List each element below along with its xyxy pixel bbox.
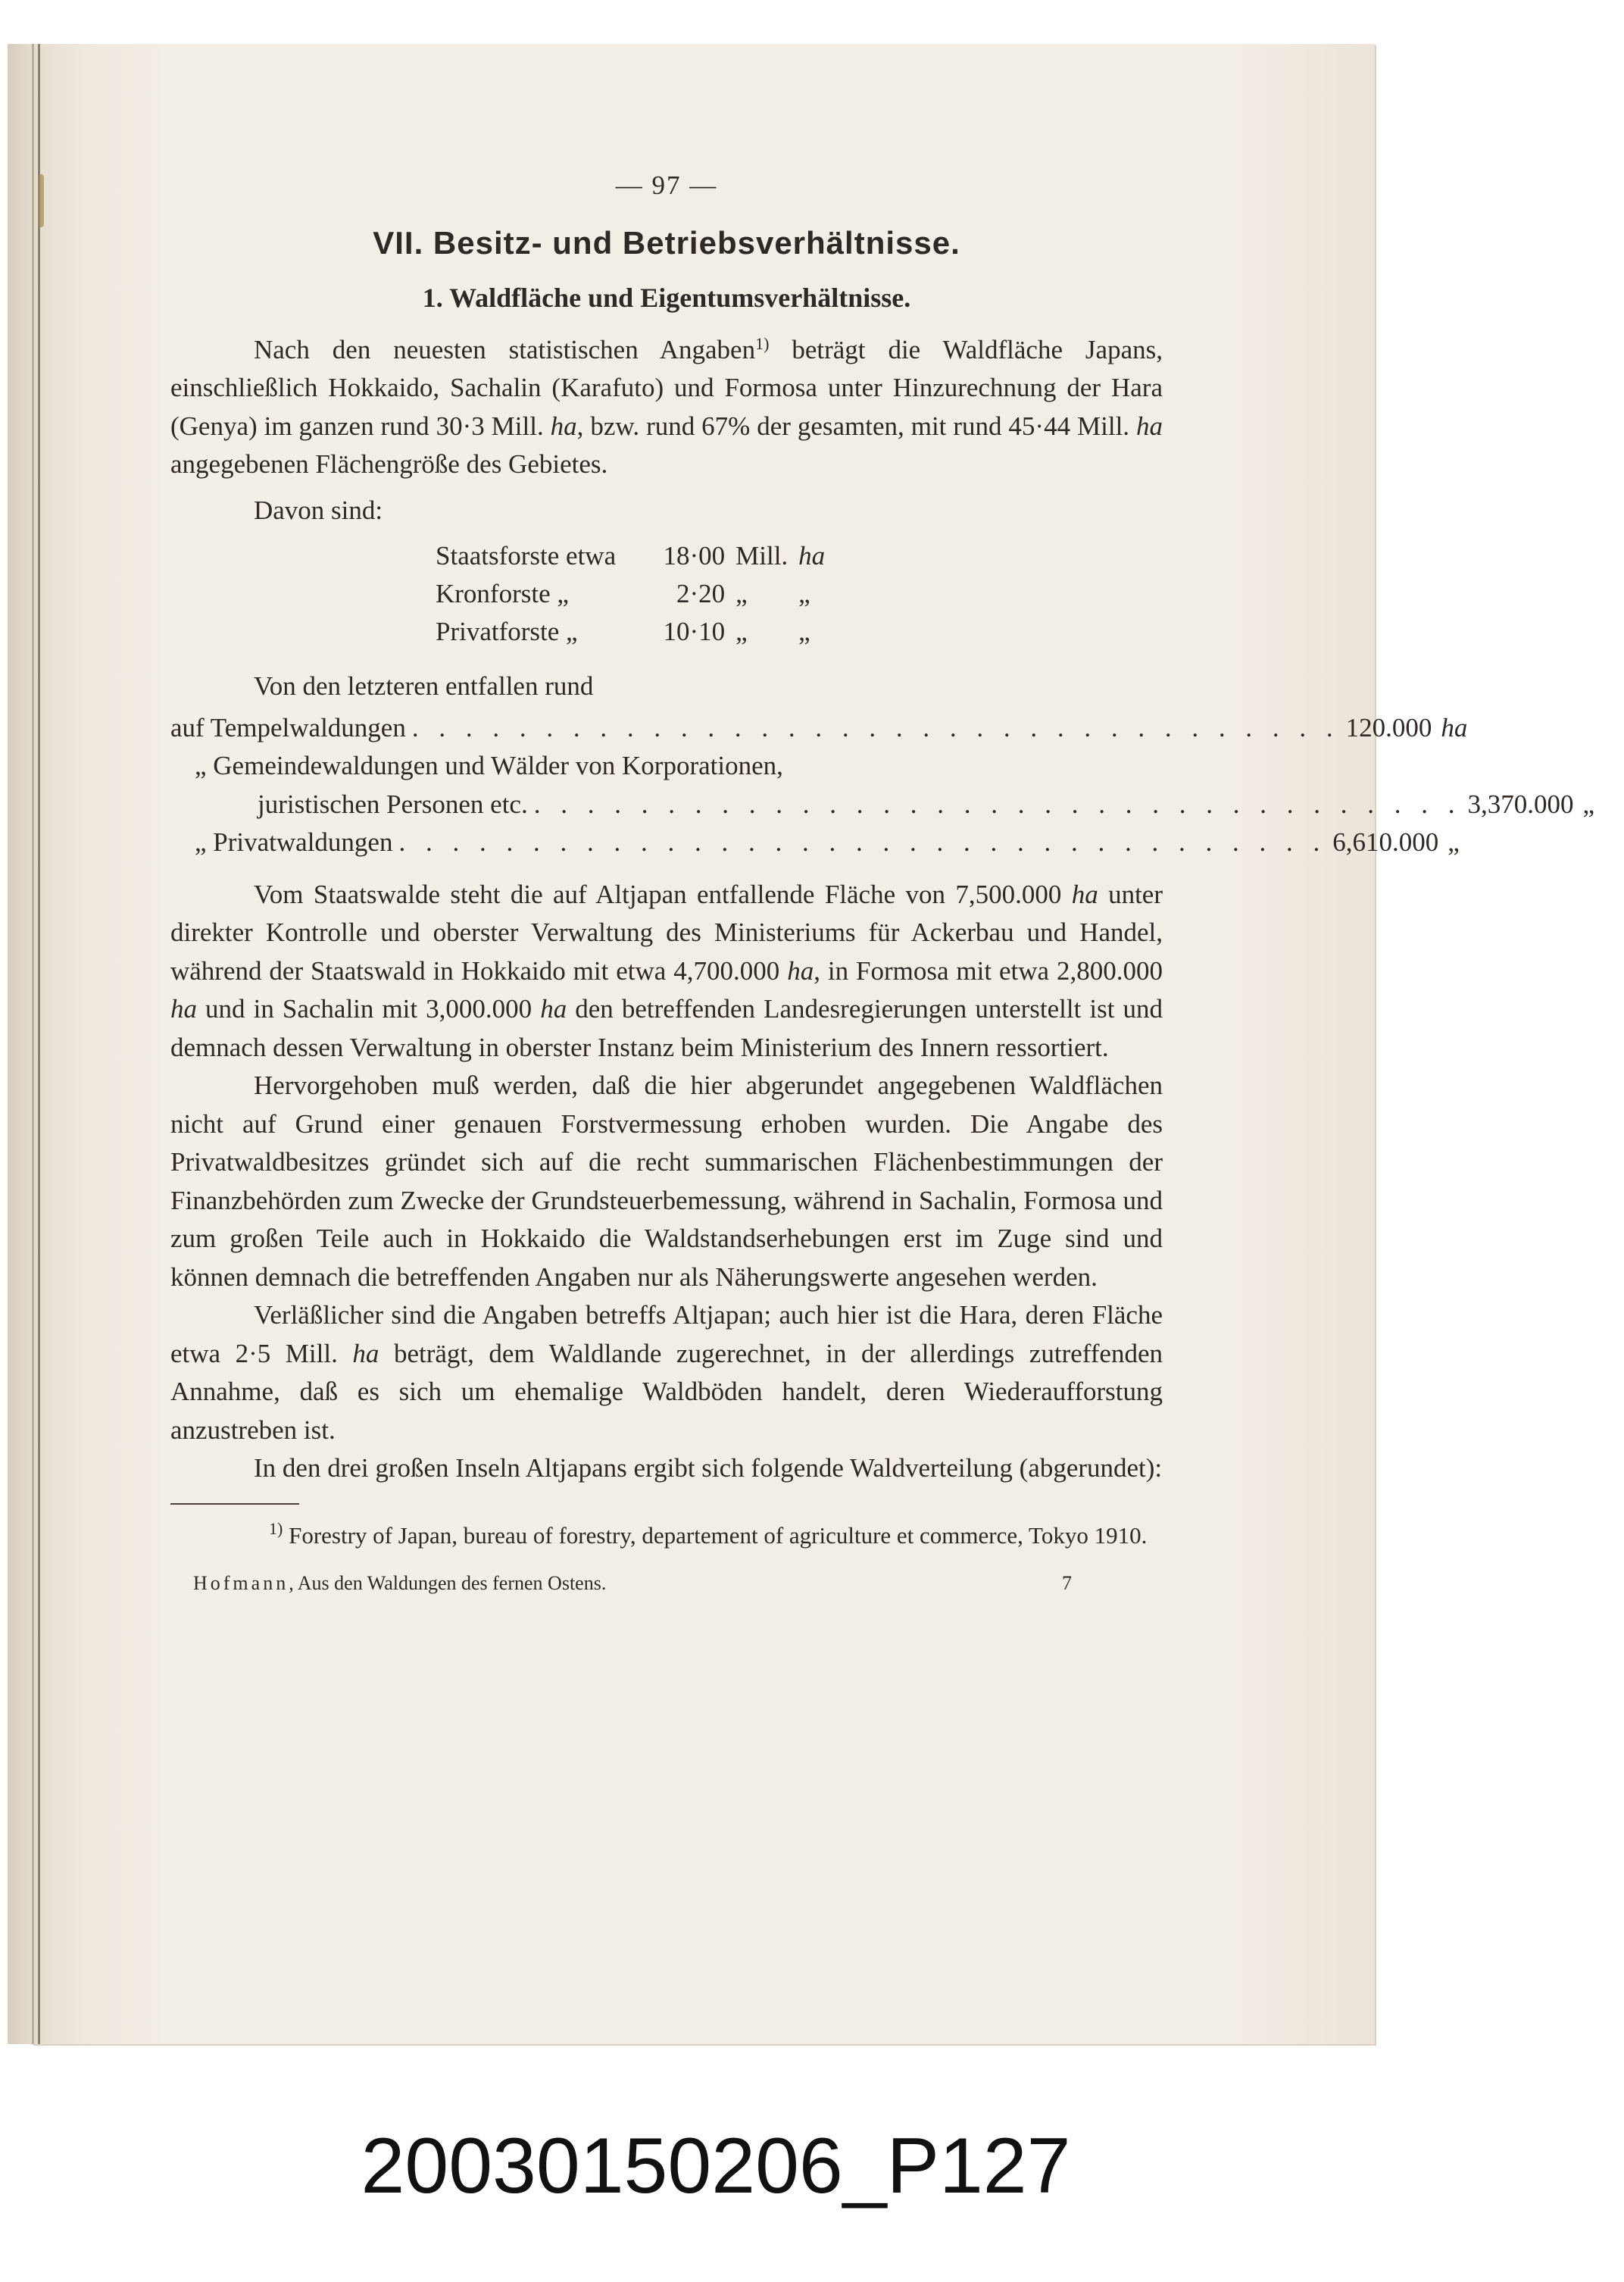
table-cell-label: Staatsforste etwa bbox=[436, 541, 617, 570]
unit-ha: ha bbox=[550, 411, 577, 441]
text-run: , bzw. rund 67% der gesamten, mit rund 45·44 Mill. bbox=[576, 411, 1136, 441]
unit-ha: ha bbox=[352, 1338, 379, 1368]
table-cell-value: 10·10 bbox=[663, 617, 726, 646]
scan-area bbox=[8, 0, 1595, 2080]
list-item-value: 120.000 bbox=[1345, 712, 1432, 742]
list-item bbox=[170, 709, 1468, 748]
image-id-caption: 20030150206_P127 bbox=[361, 2122, 1071, 2210]
text-run: , in Formosa mit etwa 2,800.000 bbox=[814, 955, 1163, 986]
leader-dots: . . . . . . . . . . . . . . . . . . . . . . . . . . . . . . . . . . . bbox=[533, 789, 1462, 819]
page-gutter-line bbox=[38, 44, 40, 2044]
book-title: , Aus den Waldungen des fernen Ostens. bbox=[289, 1571, 607, 1594]
table-cell-ha: ha bbox=[798, 541, 826, 570]
leader-dots: . . . . . . . . . . . . . . . . . . . . . . . . . . . . . . . . . . . bbox=[411, 712, 1340, 742]
footnote-ref: 1) bbox=[755, 333, 770, 353]
table-cell-unit: „ bbox=[735, 617, 748, 646]
text-run: Nach den neuesten statistischen Angaben bbox=[254, 334, 756, 364]
section-title: 1. Waldfläche und Eigentumsverhältnisse. bbox=[422, 282, 911, 313]
leader-dots: . . . . . . . . . . . . . . . . . . . . . . . . . . . . . . . . . . . bbox=[398, 827, 1327, 857]
table-row bbox=[436, 575, 835, 613]
author-name: Hofmann bbox=[193, 1571, 289, 1594]
text-run: beträgt, dem Waldlande zugerechnet, in der allerdings zutreffenden Annahme, daß es sich um ehemalige Waldböden handelt, deren Wiederaufforstung anzustreben ist. bbox=[170, 1338, 1163, 1445]
table-row bbox=[436, 613, 835, 651]
footnote bbox=[170, 1512, 1163, 1552]
table-cell-label: Privatforste „ bbox=[436, 617, 578, 646]
list-item bbox=[170, 747, 1163, 786]
unit-ha: ha bbox=[787, 955, 814, 986]
paragraph-4 bbox=[170, 1296, 1163, 1449]
table-cell-ha: „ bbox=[798, 617, 810, 646]
text-run: Verläßlicher sind die Angaben betreffs Altjapan; auch hier ist die Hara, deren Fläche etwa 2·5 Mill. bbox=[170, 1300, 1163, 1368]
text-run: angegebenen Flächengröße des Gebietes. bbox=[170, 449, 608, 479]
chapter-title: VII. Besitz- und Betriebsverhältnisse. bbox=[373, 224, 960, 261]
paper-stain bbox=[38, 174, 44, 227]
paragraph-2 bbox=[170, 876, 1163, 1068]
list-item-unit: „ bbox=[1448, 827, 1460, 857]
unit-ha: ha bbox=[1071, 879, 1098, 909]
table-cell-value: 18·00 bbox=[663, 541, 726, 570]
paragraph-5: In den drei großen Inseln Altjapans ergibt sich folgende Waldverteilung (abgerundet): bbox=[254, 1453, 1163, 1483]
text-run: beträgt die Waldfläche Japans, einschließlich Hokkaido, Sachalin (Karafuto) und Formosa unter Hinzurechnung der Hara (Genya) im ganzen rund 30·3 Mill. bbox=[170, 334, 1163, 441]
list-item-label: „ Privatwaldungen bbox=[195, 827, 393, 857]
table-cell-ha: „ bbox=[798, 579, 810, 608]
sheet-number: 7 bbox=[1062, 1571, 1072, 1594]
page-number: — 97 — bbox=[615, 170, 718, 200]
private-forest-list bbox=[170, 709, 1595, 862]
text-run: den betreffenden Landesregierungen unterstellt ist und demnach dessen Verwaltung in oberster Instanz beim Ministerium des Innern ressortiert. bbox=[170, 994, 1163, 1062]
table-cell-value: 2·20 bbox=[676, 579, 726, 608]
list-item bbox=[170, 824, 1460, 862]
list-item-label: juristischen Personen etc. bbox=[258, 789, 528, 819]
text-run: Vom Staatswalde steht die auf Altjapan entfallende Fläche von 7,500.000 bbox=[254, 879, 1072, 909]
table-cell-unit: Mill. bbox=[735, 541, 789, 570]
table-cell-label: Kronforste „ bbox=[436, 579, 569, 608]
list-item-label: „ Gemeindewaldungen und Wälder von Korporationen, bbox=[195, 751, 783, 780]
list-item-value: 3,370.000 bbox=[1467, 789, 1574, 819]
forest-ownership-table bbox=[436, 537, 835, 651]
footnote-text: Forestry of Japan, bureau of forestry, departement of agriculture et commerce, Tokyo 1910. bbox=[283, 1521, 1148, 1549]
list-item-label: auf Tempelwaldungen bbox=[170, 712, 406, 742]
table-cell-unit: „ bbox=[735, 579, 748, 608]
table-row bbox=[436, 537, 835, 575]
paragraph-1 bbox=[170, 325, 1163, 484]
unit-ha: ha bbox=[540, 994, 567, 1024]
unit-ha: ha bbox=[170, 994, 197, 1024]
list-item bbox=[170, 786, 1595, 824]
davon-line: Davon sind: bbox=[254, 495, 383, 525]
list-item-unit: ha bbox=[1441, 712, 1468, 742]
footnote-rule bbox=[170, 1503, 299, 1505]
running-footer bbox=[170, 1565, 1163, 1603]
list-item-value: 6,610.000 bbox=[1332, 827, 1439, 857]
footnote-mark: 1) bbox=[269, 1518, 283, 1538]
text-run: und in Sachalin mit 3,000.000 bbox=[197, 994, 541, 1024]
von-den-line: Von den letzteren entfallen rund bbox=[254, 671, 594, 701]
page-text bbox=[170, 167, 1595, 1602]
unit-ha: ha bbox=[1136, 411, 1163, 441]
list-item-unit: „ bbox=[1582, 789, 1595, 819]
running-footer-title bbox=[193, 1565, 606, 1603]
text-run: unter direkter Kontrolle und oberster Verwaltung des Ministeriums für Ackerbau und Handel, während der Staatswald in Hokkaido mit etwa 4,700.000 bbox=[170, 879, 1163, 986]
paragraph-3: Hervorgehoben muß werden, daß die hier abgerundet angegebenen Waldflächen nicht auf Grund einer genauen Forstvermessung erhoben wurden. Die Angabe des Privatwaldbesitzes gründet sich auf die recht summarischen Flächenbestimmungen der Finanzbehörden zum Zwecke der Grundsteuerbemessung, während in Sachalin, Formosa und zum großen Teile auch in Hokkaido die Waldstandserhebungen erst im Zuge sind und können demnach die betreffenden Angaben nur als Näherungswerte angesehen werden. bbox=[170, 1071, 1163, 1292]
